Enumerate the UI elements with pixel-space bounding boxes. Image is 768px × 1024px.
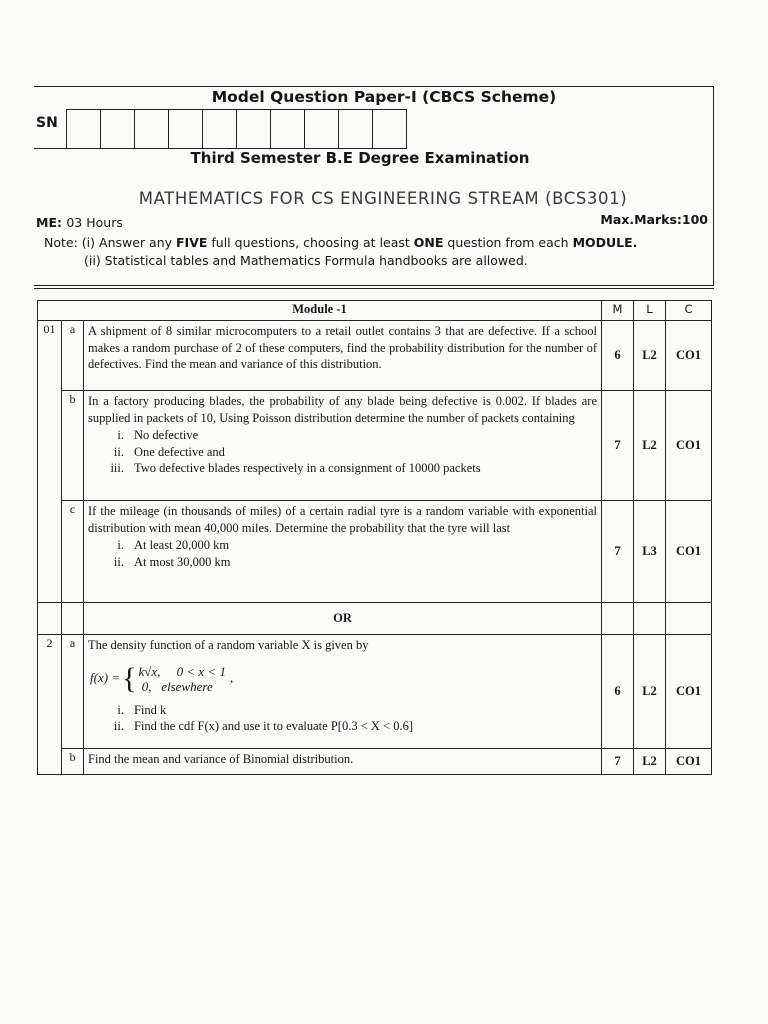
list-item: i. Find k <box>117 702 167 717</box>
table-header-row <box>38 301 712 321</box>
instructions-note <box>44 234 637 270</box>
exam-title: Third Semester B.E Degree Examination <box>190 149 530 167</box>
level-cell: L2 <box>634 635 666 749</box>
question-text: In a factory producing blades, the probability of any blade being defective is 0.002. If blades are supplied in packets of 10, Using Poisson distribution determine the number of packets containing <box>88 394 598 425</box>
list-item: i. At least 20,000 km <box>117 538 230 552</box>
col-marks-header: M <box>602 301 634 321</box>
usn-box <box>372 110 406 148</box>
max-marks: Max.Marks:100 <box>600 212 708 227</box>
formula-case: 0, elsewhere <box>138 678 213 694</box>
question-text: If the mileage (in thousands of miles) of a certain radial tyre is a random variable with exponential distribution with mean 40,000 miles. Determine the probability that the tyre will last <box>88 504 598 535</box>
list-item: i. No defective <box>117 428 199 442</box>
question-cell <box>84 635 602 749</box>
usn-label: SN <box>36 115 58 131</box>
course-outcome-cell: CO1 <box>666 321 712 391</box>
marks-cell: 6 <box>602 321 634 391</box>
question-items <box>88 427 597 477</box>
table-row <box>38 391 712 501</box>
usn-box <box>338 110 372 148</box>
question-text: Find the mean and variance of Binomial distribution. <box>84 749 602 775</box>
subject-title: MATHEMATICS FOR CS ENGINEERING STREAM (BCS301) <box>138 189 628 208</box>
note-line-2: (ii) Statistical tables and Mathematics Formula handbooks are allowed. <box>84 253 528 268</box>
usn-box <box>304 110 338 148</box>
question-table <box>37 300 712 775</box>
question-cell <box>84 391 602 501</box>
level-cell: L3 <box>634 501 666 603</box>
question-number: 2 <box>38 635 62 775</box>
list-item: ii. Find the cdf F(x) and use it to evaluate P[0.3 < X < 0.6] <box>113 719 413 733</box>
marks-cell: 7 <box>602 391 634 501</box>
subquestion-letter: a <box>62 321 84 391</box>
usn-box <box>202 110 236 148</box>
usn-box <box>100 110 134 148</box>
subquestion-letter: b <box>62 749 84 775</box>
divider-line <box>34 288 714 289</box>
level-cell: L2 <box>634 391 666 501</box>
course-outcome-cell: CO1 <box>666 749 712 775</box>
marks-cell: 7 <box>602 501 634 603</box>
usn-entry-boxes <box>66 109 407 149</box>
list-item: ii. At most 30,000 km <box>113 554 231 569</box>
marks-cell: 6 <box>602 635 634 749</box>
usn-box <box>236 110 270 148</box>
time-allowed <box>36 215 123 230</box>
density-function-formula: f(x) = { k√x, 0 < x < 1 0, elsewhere , <box>90 661 234 695</box>
or-separator: OR <box>84 603 602 635</box>
formula-lhs: f(x) = <box>90 670 121 686</box>
table-row <box>38 749 712 775</box>
level-cell: L2 <box>634 321 666 391</box>
usn-box <box>66 110 100 148</box>
subquestion-letter: a <box>62 635 84 749</box>
course-outcome-cell: CO1 <box>666 391 712 501</box>
subquestion-letter: b <box>62 391 84 501</box>
list-item: iii. Two defective blades respectively in a consignment of 10000 packets <box>110 461 481 475</box>
module-title: Module -1 <box>38 301 602 321</box>
subquestion-letter: c <box>62 501 84 603</box>
table-row <box>38 321 712 391</box>
time-value: 03 Hours <box>66 215 123 230</box>
question-text: The density function of a random variable X is given by <box>88 638 369 652</box>
question-number: 01 <box>38 321 62 603</box>
usn-box <box>270 110 304 148</box>
course-outcome-cell: CO1 <box>666 635 712 749</box>
course-outcome-cell: CO1 <box>666 501 712 603</box>
formula-case: k√x, 0 < x < 1 <box>138 663 226 679</box>
marks-cell: 7 <box>602 749 634 775</box>
note-line-1: Note: (i) Answer any FIVE full questions, choosing at least ONE question from each MODULE. <box>44 235 638 250</box>
usn-box <box>168 110 202 148</box>
col-co-header: C <box>666 301 712 321</box>
question-text: A shipment of 8 similar microcomputers to a retail outlet contains 3 that are defective. If a school makes a random purchase of 2 of these computers, find the probability distribution for the number of defectives. Find the mean and variance of this distribution. <box>84 321 602 391</box>
question-items <box>88 702 597 735</box>
col-level-header: L <box>634 301 666 321</box>
brace-symbol: { <box>122 661 137 695</box>
usn-box <box>134 110 168 148</box>
question-cell <box>84 501 602 603</box>
question-items <box>88 537 597 570</box>
time-label: ME: <box>36 215 62 230</box>
table-row <box>38 635 712 749</box>
table-row <box>38 501 712 603</box>
paper-title: Model Question Paper-I (CBCS Scheme) <box>211 88 557 106</box>
list-item: ii. One defective and <box>113 444 225 459</box>
or-row <box>38 603 712 635</box>
formula-cases <box>138 664 226 694</box>
level-cell: L2 <box>634 749 666 775</box>
